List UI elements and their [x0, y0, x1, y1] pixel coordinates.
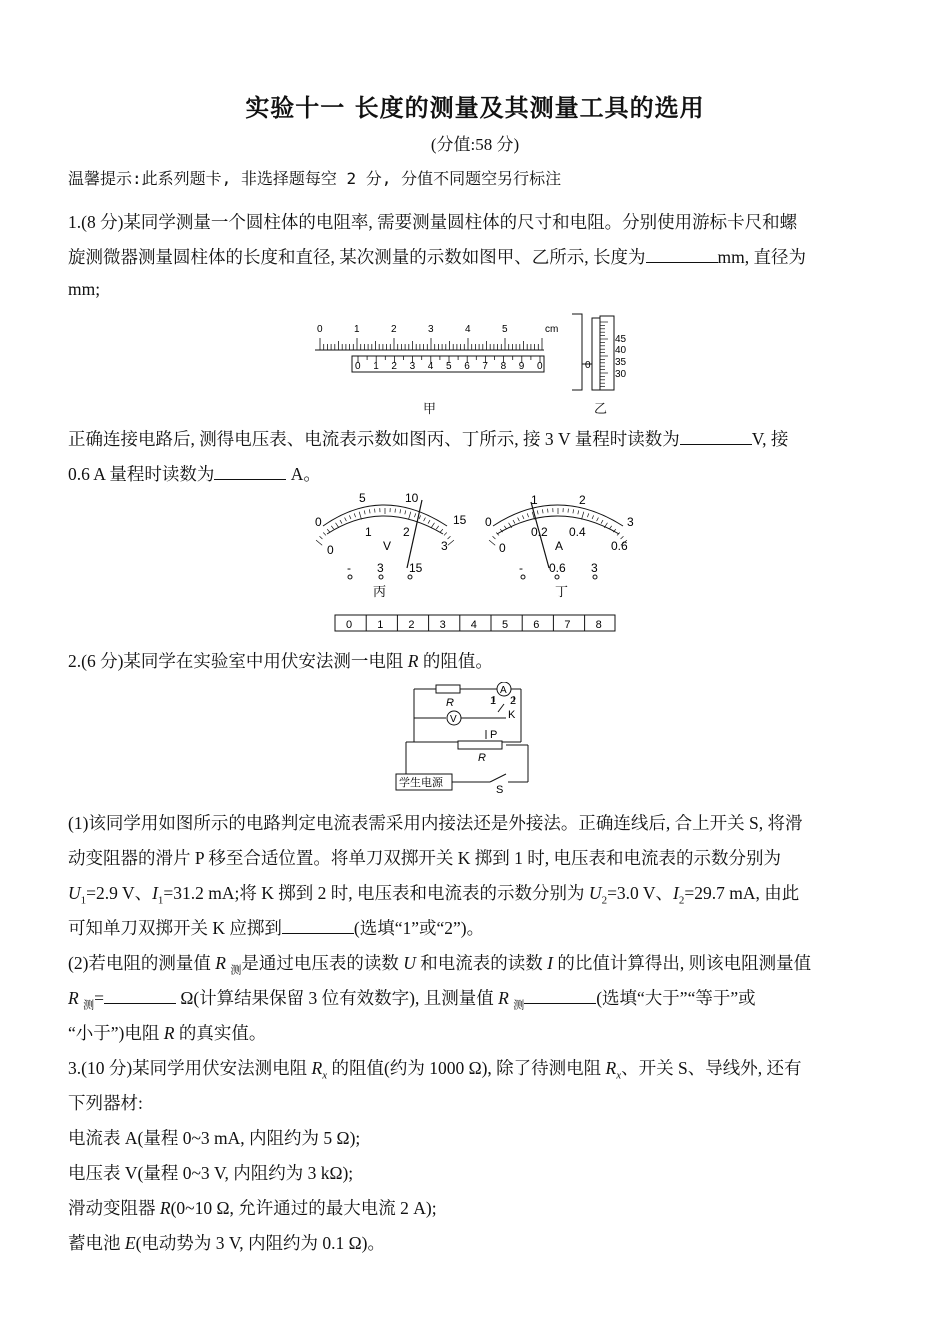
caliper-main-label: 3	[428, 324, 434, 335]
caliper-vernier-label: 1	[373, 361, 379, 372]
svg-text:1: 1	[490, 695, 497, 707]
micrometer-label-45: 45	[615, 334, 627, 345]
caliper-main-label: 2	[391, 324, 397, 335]
number-row-cell: 8	[595, 619, 602, 631]
caliper-vernier-label: 4	[427, 361, 434, 372]
v-term-3: 3	[377, 561, 384, 575]
caliper-vernier-label: 6	[464, 361, 470, 372]
q2-p2-line3: “小于”)电阻 R 的真实值。	[68, 1023, 267, 1043]
micrometer-label-0: 0	[585, 360, 591, 371]
caliper-vernier-label: 7	[482, 361, 488, 372]
a-bot-04: 0.4	[569, 525, 586, 539]
q1-line2: 旋测微器测量圆柱体的长度和直径, 某次测量的示数如图甲、乙所示, 长度为 mm, 直径为	[68, 247, 806, 267]
answer-blank[interactable]	[646, 246, 718, 263]
q2-p1-line3: $U_1=2.9$ V、$I_1=31.2$ mA;将 K 掷到 2 时, 电压表和电流表的示数分别为 $U_2=3.0$ V、$I_2=29.7$ mA, 由此	[68, 883, 800, 907]
a-term-3: 3	[591, 561, 598, 575]
meters-figure	[305, 488, 645, 628]
a-bot-0: 0	[499, 541, 506, 555]
caliper-main-label: 0	[317, 324, 323, 335]
caption-jia: 甲	[423, 401, 437, 416]
q1-line3: mm;	[68, 279, 101, 299]
q3-item-voltmeter: 电压表 V(量程 0~3 V, 内阻约为 3 kΩ);	[68, 1163, 354, 1183]
a-top-2: 2	[579, 493, 586, 507]
v-bot-0: 0	[327, 543, 334, 557]
q1-line5: 0.6 A 量程时读数为 A。	[68, 464, 321, 484]
circuit-diagram	[386, 682, 546, 794]
q3-item-ammeter: 电流表 A(量程 0~3 mA, 内阻约为 5 Ω);	[68, 1128, 361, 1148]
v-top-0: 0	[315, 515, 322, 529]
v-top-10: 10	[405, 491, 419, 505]
a-top-0: 0	[485, 515, 492, 529]
a-bot-06: 0.6	[611, 539, 628, 553]
v-bot-3: 3	[441, 539, 448, 553]
a-bot-02: 0.2	[531, 525, 548, 539]
caption-ding: 丁	[555, 584, 569, 599]
number-row-cell: 5	[502, 619, 509, 631]
a-unit: A	[555, 539, 564, 553]
svg-text:V: V	[450, 714, 457, 725]
page-title: 实验十一 长度的测量及其测量工具的选用	[245, 94, 705, 122]
micrometer-label-40: 40	[615, 345, 627, 356]
a-top-3: 3	[627, 515, 634, 529]
a-term-minus: -	[519, 561, 523, 575]
caliper-unit: cm	[545, 324, 559, 335]
caliper-vernier-scale	[355, 356, 543, 372]
score-note: (分值:58 分)	[430, 135, 520, 154]
number-row-cell: 2	[408, 619, 415, 631]
caption-yi: 乙	[594, 401, 608, 416]
number-row-cell: 0	[346, 619, 353, 631]
switch-label: S	[496, 784, 504, 794]
answer-blank[interactable]	[524, 987, 596, 1004]
switch-s	[490, 774, 506, 782]
micrometer-label-35: 35	[615, 357, 627, 368]
q2-line1: 2.(6 分)某同学在实验室中用伏安法测一电阻 R 的阻值。	[68, 651, 493, 671]
answer-blank[interactable]	[282, 917, 354, 934]
q3-item-battery: 蓄电池 E(电动势为 3 V, 内阻约为 0.1 Ω)。	[68, 1233, 385, 1253]
v-term-minus: -	[347, 561, 351, 575]
number-row-cell: 7	[564, 619, 571, 631]
caliper-vernier-label: 9	[518, 361, 525, 372]
number-row-cell: 1	[377, 619, 384, 631]
ammeter	[485, 493, 634, 599]
q2-p1-line2: 动变阻器的滑片 P 移至合适位置。将单刀双掷开关 K 掷到 1 时, 电压表和电流表的示数分别为	[68, 848, 781, 868]
q1-line1: 1.(8 分)某同学测量一个圆柱体的电阻率, 需要测量圆柱体的尺寸和电阻。分别使用游标卡尺和螺	[68, 212, 798, 232]
v-top-15: 15	[453, 513, 467, 527]
svg-text:A: A	[500, 685, 507, 696]
q2-p1-line4: 可知单刀双掷开关 K 应掷到 (选填“1”或“2”)。	[68, 918, 485, 938]
v-unit: V	[383, 539, 392, 553]
number-row-cell: 3	[439, 619, 446, 631]
tip-text: 温馨提示:此系列题卡, 非选择题每空 2 分, 分值不同题空另行标注	[68, 169, 562, 188]
q3-line2: 下列器材:	[68, 1093, 143, 1113]
svg-text:学生电源: 学生电源	[399, 777, 443, 789]
number-row-cell: 4	[470, 619, 477, 631]
q2-p2-line1: (2)若电阻的测量值 R $_测$是通过电压表的读数 U 和电流表的读数 I 的比值计算得出, 则该电阻测量值	[68, 953, 812, 977]
caliper-main-label: 4	[465, 324, 471, 335]
a-term-06: 0.6	[549, 561, 566, 575]
caliper-vernier-label: 0	[537, 361, 543, 372]
vernier-caliper-figure	[312, 316, 570, 416]
answer-blank[interactable]	[104, 987, 176, 1004]
caliper-vernier-label: 3	[409, 361, 416, 372]
k-label: K	[508, 709, 516, 721]
caliper-vernier-label: 0	[355, 361, 361, 372]
q3-line1: 3.(10 分)某同学用伏安法测电阻 $R_x$ 的阻值(约为 1000 Ω), 除了待测电阻 $R_x$、开关 S、导线外, 还有	[68, 1058, 802, 1082]
caliper-main-scale	[317, 324, 542, 350]
caliper-main-label: 1	[354, 324, 360, 335]
q2-p2-line2: R $_测$= Ω(计算结果保留 3 位有效数字), 且测量值 R $_测$ (选填“大于”“等于”或	[68, 988, 756, 1012]
answer-blank[interactable]	[214, 463, 286, 480]
r-top-label: R	[446, 697, 454, 709]
caliper-main-label: 5	[502, 324, 508, 335]
answer-blank[interactable]	[680, 428, 752, 445]
caption-bing: 丙	[373, 584, 387, 599]
v-term-15: 15	[409, 561, 423, 575]
r-bottom-label: R	[478, 752, 486, 764]
q1-line4: 正确连接电路后, 测得电压表、电流表示数如图丙、丁所示, 接 3 V 量程时读数为 V, 接	[68, 429, 789, 449]
micrometer-figure	[568, 312, 638, 396]
caliper-vernier-label: 8	[500, 361, 507, 372]
q2-p1-line1: (1)该同学用如图所示的电路判定电流表需采用内接法还是外接法。正确连线后, 合上开关 S, 将滑	[68, 813, 803, 833]
rheostat	[458, 741, 502, 749]
v-bot-2: 2	[403, 525, 410, 539]
slider-p-label: P	[490, 729, 498, 741]
caliper-vernier-label: 5	[446, 361, 452, 372]
resistor-r-top	[436, 685, 460, 693]
v-bot-1: 1	[365, 525, 372, 539]
svg-text:2: 2	[510, 695, 517, 707]
caliper-vernier-label: 2	[391, 361, 397, 372]
micrometer-label-30: 30	[615, 369, 627, 380]
voltmeter	[315, 491, 467, 599]
number-ruler-row	[334, 614, 618, 634]
v-top-5: 5	[359, 491, 366, 505]
number-row-cell: 6	[533, 619, 540, 631]
q3-item-rheostat: 滑动变阻器 R(0~10 Ω, 允许通过的最大电流 2 A);	[68, 1198, 437, 1218]
a-top-1: 1	[531, 493, 538, 507]
